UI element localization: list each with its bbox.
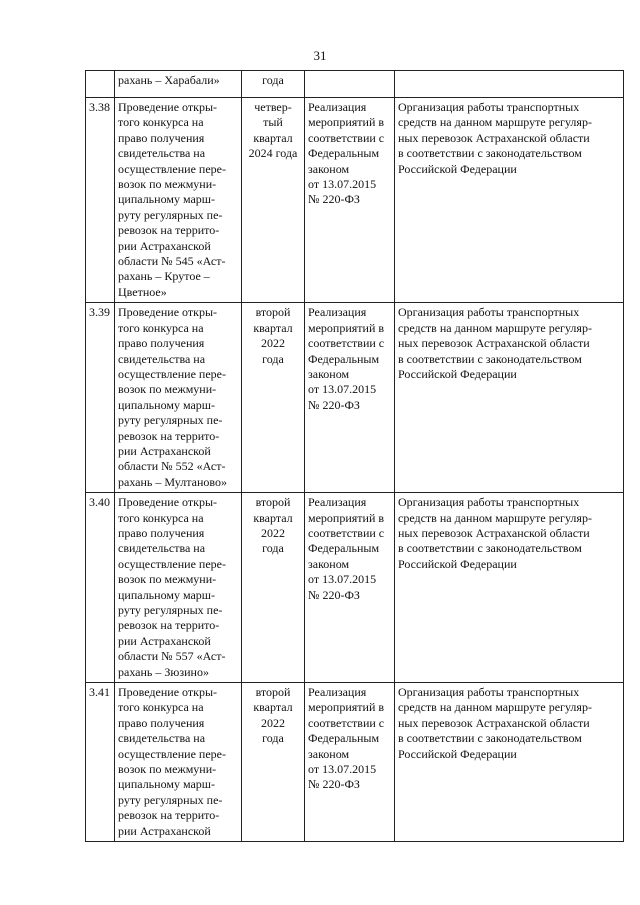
text-line: года	[262, 541, 284, 556]
text-line: руту регулярных пе-	[118, 603, 223, 617]
text-line: законом	[308, 746, 350, 761]
text-line: № 220-ФЗ	[308, 397, 360, 412]
text-line: ципальному марш-	[118, 192, 216, 207]
text-line: соответствии с	[308, 130, 385, 145]
text-line: свидетельства на	[118, 541, 206, 556]
text-line: осуществление пере-	[118, 556, 226, 571]
text-line: ных перевозок Астраханской области	[398, 525, 590, 540]
text-line: ципальному марш-	[118, 587, 216, 602]
text-line: соответствии с	[308, 715, 385, 730]
text-line: Российской Федерации	[398, 366, 517, 381]
text-line: области № 552 «Аст-	[118, 459, 226, 474]
cell-result	[395, 683, 624, 842]
text-line: ных перевозок Астраханской области	[398, 715, 590, 730]
cell-measure-name	[115, 71, 242, 98]
text-line: Организация работы транспортных	[398, 100, 580, 114]
text-line: Федеральным	[308, 541, 380, 556]
text-line: от 13.07.2015	[308, 177, 377, 192]
text-line: того конкурса на	[118, 700, 204, 715]
text-line: Проведение откры-	[118, 495, 218, 510]
text-line: руту регулярных пе-	[118, 413, 223, 428]
text-line: второй	[255, 495, 291, 510]
text-line: в соответствии с законодательством	[398, 541, 582, 556]
text-line: свидетельства на	[118, 351, 206, 366]
cell-num: 3.39	[86, 303, 115, 493]
text-line: Федеральным	[308, 731, 380, 746]
text-line: законом	[308, 161, 350, 176]
text-line: возок по межмуни-	[118, 177, 217, 192]
cell-basis	[305, 98, 395, 303]
text-line: рии Астраханской	[118, 238, 211, 253]
cell-result	[395, 493, 624, 683]
text-line: рахань – Мултаново»	[118, 474, 227, 489]
text-line: средств на данном маршруте регуляр-	[398, 700, 592, 715]
cell-measure-name	[115, 493, 242, 683]
text-line: мероприятий в	[308, 510, 385, 525]
cell-basis	[305, 71, 395, 98]
text-line: квартал	[253, 510, 293, 525]
text-line: рии Астраханской	[118, 443, 211, 458]
text-line: Организация работы транспортных	[398, 305, 580, 320]
text-line: 2024 года	[248, 146, 298, 161]
text-line: ных перевозок Астраханской области	[398, 336, 590, 351]
text-line: рахань – Харабали»	[118, 73, 220, 87]
text-line: Федеральным	[308, 146, 380, 161]
text-line: руту регулярных пе-	[118, 207, 223, 222]
cell-result	[395, 303, 624, 493]
text-line: в соответствии с законодательством	[398, 731, 582, 746]
text-line: право получения	[118, 715, 205, 730]
page-number: 31	[313, 48, 327, 63]
text-line: рии Астраханской	[118, 633, 211, 648]
text-line: возок по межмуни-	[118, 382, 217, 397]
cell-term	[242, 303, 305, 493]
table-row	[86, 493, 624, 683]
cell-result	[395, 98, 624, 303]
text-line: Реализация	[308, 305, 367, 320]
text-line: Российской Федерации	[398, 161, 517, 176]
text-line: право получения	[118, 336, 205, 351]
continued-row	[86, 71, 624, 98]
table-row	[86, 98, 624, 303]
text-line: Реализация	[308, 685, 367, 700]
text-line: право получения	[118, 130, 205, 145]
text-line: от 13.07.2015	[308, 382, 377, 397]
text-line: ревозок на террито-	[118, 808, 220, 823]
measures-table	[85, 70, 624, 842]
text-line: того конкурса на	[118, 320, 204, 335]
text-line: Цветное»	[118, 284, 167, 299]
text-line: 2022	[261, 715, 285, 730]
table-row	[86, 683, 624, 842]
text-line: право получения	[118, 525, 205, 540]
cell-num: 3.41	[86, 683, 115, 842]
text-line: области № 545 «Аст-	[118, 254, 226, 269]
text-line: тый	[263, 115, 283, 130]
text-line: осуществление пере-	[118, 366, 226, 381]
cell-num	[86, 71, 115, 98]
table-row	[86, 303, 624, 493]
text-line: второй	[255, 305, 291, 320]
text-line: мероприятий в	[308, 700, 385, 715]
text-line: законом	[308, 556, 350, 571]
text-line: ревозок на террито-	[118, 223, 220, 238]
cell-measure-name	[115, 683, 242, 842]
text-line: средств на данном маршруте регуляр-	[398, 320, 592, 335]
text-line: года	[262, 351, 284, 366]
text-line: квартал	[253, 700, 293, 715]
cell-measure-name	[115, 98, 242, 303]
text-line: в соответствии с законодательством	[398, 146, 582, 161]
cell-basis	[305, 493, 395, 683]
text-line: № 220-ФЗ	[308, 192, 360, 207]
text-line: руту регулярных пе-	[118, 792, 223, 807]
text-line: соответствии с	[308, 336, 385, 351]
text-line: ципальному марш-	[118, 777, 216, 792]
cell-result	[395, 71, 624, 98]
text-line: Федеральным	[308, 351, 380, 366]
text-line: от 13.07.2015	[308, 762, 377, 777]
text-line: года	[262, 731, 284, 746]
text-line: рахань – Зюзино»	[118, 664, 209, 679]
text-line: 2022	[261, 525, 285, 540]
cell-measure-name	[115, 303, 242, 493]
text-line: 2022	[261, 336, 285, 351]
cell-basis	[305, 303, 395, 493]
text-line: Организация работы транспортных	[398, 685, 580, 700]
text-line: Российской Федерации	[398, 746, 517, 761]
text-line: осуществление пере-	[118, 746, 226, 761]
text-line: Реализация	[308, 100, 367, 114]
text-line: средств на данном маршруте регуляр-	[398, 510, 592, 525]
text-line: Проведение откры-	[118, 100, 218, 114]
text-line: области № 557 «Аст-	[118, 649, 226, 664]
text-line: того конкурса на	[118, 115, 204, 130]
text-line: № 220-ФЗ	[308, 777, 360, 792]
text-line: квартал	[253, 320, 293, 335]
text-line: рии Астраханской	[118, 823, 211, 838]
cell-term	[242, 683, 305, 842]
text-line: Проведение откры-	[118, 685, 218, 700]
text-line: соответствии с	[308, 525, 385, 540]
text-line: свидетельства на	[118, 731, 206, 746]
text-line: Организация работы транспортных	[398, 495, 580, 510]
cell-basis	[305, 683, 395, 842]
text-line: ревозок на террито-	[118, 618, 220, 633]
text-line: в соответствии с законодательством	[398, 351, 582, 366]
text-line: возок по межмуни-	[118, 572, 217, 587]
text-line: законом	[308, 366, 350, 381]
text-line: ревозок на террито-	[118, 428, 220, 443]
text-line: того конкурса на	[118, 510, 204, 525]
text-line: ных перевозок Астраханской области	[398, 130, 590, 145]
cell-term	[242, 493, 305, 683]
text-line: ципальному марш-	[118, 397, 216, 412]
text-line: возок по межмуни-	[118, 762, 217, 777]
text-line: Российской Федерации	[398, 556, 517, 571]
text-line: от 13.07.2015	[308, 572, 377, 587]
text-line: мероприятий в	[308, 320, 385, 335]
text-line: мероприятий в	[308, 115, 385, 130]
text-line: четвер-	[254, 100, 292, 114]
cell-num: 3.40	[86, 493, 115, 683]
text-line: года	[262, 73, 284, 87]
text-line: осуществление пере-	[118, 161, 226, 176]
text-line: свидетельства на	[118, 146, 206, 161]
text-line: квартал	[253, 130, 293, 145]
text-line: второй	[255, 685, 291, 700]
cell-term	[242, 98, 305, 303]
cell-term	[242, 71, 305, 98]
text-line: средств на данном маршруте регуляр-	[398, 115, 592, 130]
text-line: Реализация	[308, 495, 367, 510]
text-line: рахань – Крутое –	[118, 269, 210, 284]
cell-num: 3.38	[86, 98, 115, 303]
text-line: № 220-ФЗ	[308, 587, 360, 602]
text-line: Проведение откры-	[118, 305, 218, 320]
